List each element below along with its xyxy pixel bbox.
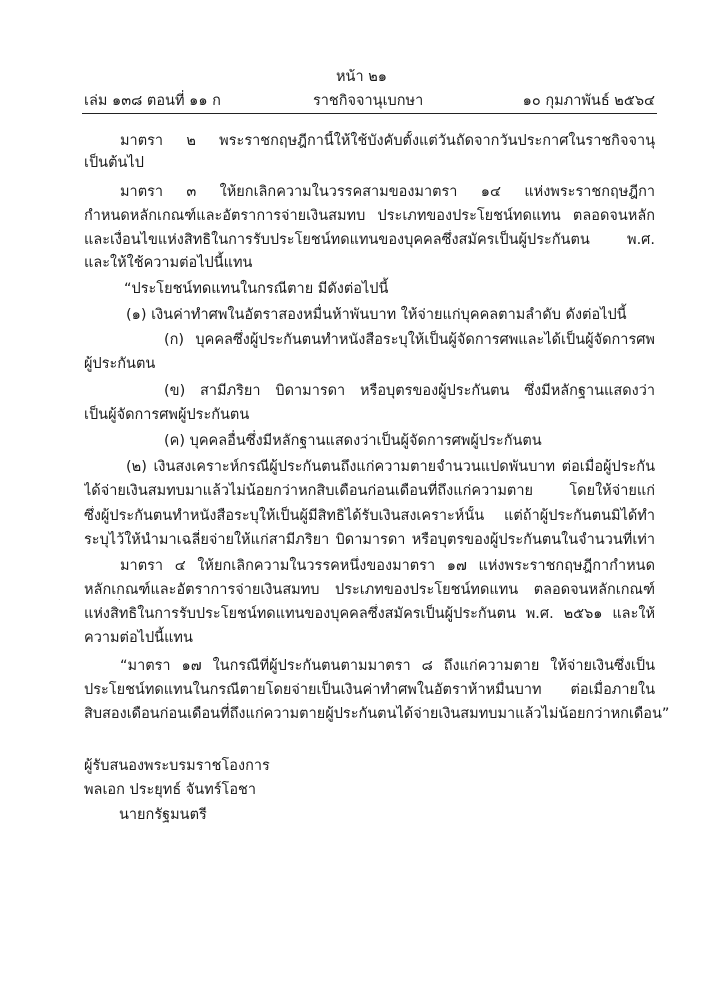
- section-2-line: เป็นต้นไป: [84, 155, 144, 171]
- section-2-line: มาตรา ๒ พระราชกฤษฎีกานี้ให้ใช้บังคับตั้งแต่วันถัดจากวันประกาศในราชกิจจานุ: [120, 133, 655, 149]
- item-2-line: ซึ่งผู้ประกันตนทำหนังสือระบุให้เป็นผู้มีสิทธิได้รับเงินสงเคราะห์นั้น แต่ถ้าผู้ประกันตนมิได้ทำ: [84, 508, 655, 524]
- section-3-line: มาตรา ๓ ให้ยกเลิกความในวรรคสามของมาตรา ๑๔ แห่งพระราชกฤษฎีกา: [120, 184, 655, 200]
- header-rule: [82, 113, 657, 114]
- signatory-title: นายกรัฐมนตรี: [119, 807, 207, 823]
- section-17-line: “มาตรา ๑๗ ในกรณีที่ผู้ประกันตนตามมาตรา ๘ ถึงแก่ความตาย ให้จ่ายเงินซึ่งเป็น: [120, 658, 655, 674]
- section-3-line: และเงื่อนไขแห่งสิทธิในการรับประโยชน์ทดแทนของบุคคลซึ่งสมัครเป็นผู้ประกันตน พ.ศ.: [84, 232, 655, 248]
- page-number: หน้า ๒๑: [336, 69, 387, 85]
- signatory-name: พลเอก ประยุทธ์ จันทร์โอชา: [84, 782, 257, 798]
- quote-line: “ประโยชน์ทดแทนในกรณีตาย มีดังต่อไปนี้: [124, 281, 389, 297]
- section-17-line: ประโยชน์ทดแทนในกรณีตายโดยจ่ายเป็นเงินค่าทำศพในอัตราห้าหมื่นบาท ต่อเมื่อภายใน: [84, 682, 655, 698]
- item-kho-line: เป็นผู้จัดการศพผู้ประกันตน: [84, 407, 250, 423]
- item-2-line: (๒) เงินสงเคราะห์กรณีผู้ประกันตนถึงแก่ความตายจำนวนแปดพันบาท ต่อเมื่อผู้ประกัน: [126, 459, 655, 475]
- section-4-line: มาตรา ๔ ให้ยกเลิกความในวรรคหนึ่งของมาตรา ๑๗ แห่งพระราชกฤษฎีกากำหนด: [120, 558, 655, 574]
- section-4-line: แห่งสิทธิในการรับประโยชน์ทดแทนของบุคคลซึ่งสมัครเป็นผู้ประกันตน พ.ศ. ๒๕๖๑ และให้: [84, 606, 655, 622]
- item-2-line: ได้จ่ายเงินสมทบมาแล้วไม่น้อยกว่าหกสิบเดือนก่อนเดือนที่ถึงแก่ความตาย โดยให้จ่ายแก่: [84, 483, 655, 499]
- section-3-line: กำหนดหลักเกณฑ์และอัตราการจ่ายเงินสมทบ ประเภทของประโยชน์ทดแทน ตลอดจนหลัก: [84, 208, 655, 224]
- countersign-label: ผู้รับสนองพระบรมราชโองการ: [84, 758, 270, 774]
- item-kho-line: (ข) สามีภริยา บิดามารดา หรือบุตรของผู้ประกันตน ซึ่งมีหลักฐานแสดงว่า: [164, 383, 655, 399]
- gazette-volume: เล่ม ๑๓๘ ตอนที่ ๑๑ ก: [84, 93, 221, 109]
- gazette-title: ราชกิจจานุเบกษา: [313, 93, 424, 109]
- item-ka-line: (ก) บุคคลซึ่งผู้ประกันตนทำหนังสือระบุให้เป็นผู้จัดการศพและได้เป็นผู้จัดการศพ: [164, 332, 655, 348]
- item-kho2-line: (ค) บุคคลอื่นซึ่งมีหลักฐานแสดงว่าเป็นผู้จัดการศพผู้ประกันตน: [164, 433, 542, 449]
- gazette-date: ๑๐ กุมภาพันธ์ ๒๕๖๔: [522, 93, 655, 109]
- item-1-line: (๑) เงินค่าทำศพในอัตราสองหมื่นห้าพันบาท ให้จ่ายแก่บุคคลตามลำดับ ดังต่อไปนี้: [126, 307, 627, 323]
- item-ka-line: ผู้ประกันตน: [84, 356, 156, 372]
- section-4-line: ความต่อไปนี้แทน: [84, 630, 193, 646]
- section-17-line: สิบสองเดือนก่อนเดือนที่ถึงแก่ความตายผู้ประกันตนได้จ่ายเงินสมทบมาแล้วไม่น้อยกว่าหกเดือน”: [84, 706, 670, 722]
- section-4-line: หลักเกณฑ์และอัตราการจ่ายเงินสมทบ ประเภทของประโยชน์ทดแทน ตลอดจนหลักเกณฑ์: [84, 582, 655, 598]
- item-2-line: ระบุไว้ให้นำมาเฉลี่ยจ่ายให้แก่สามีภริยา บิดามารดา หรือบุตรของผู้ประกันตนในจำนวนที่เท่า: [84, 532, 655, 548]
- section-3-line: และให้ใช้ความต่อไปนี้แทน: [84, 255, 253, 271]
